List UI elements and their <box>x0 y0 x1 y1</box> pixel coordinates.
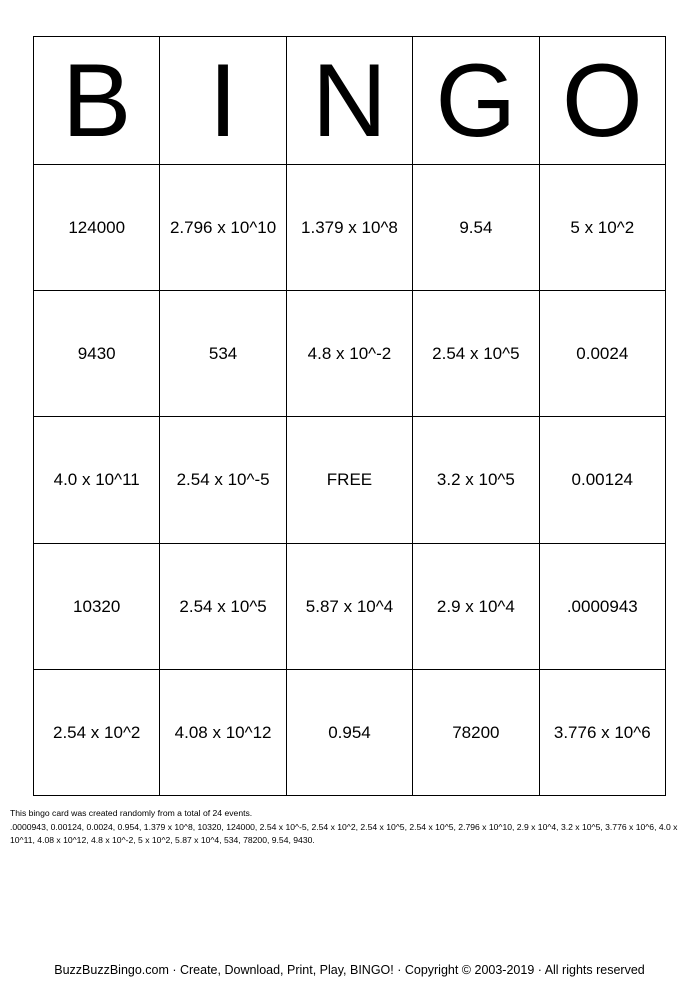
bingo-cell: 2.796 x 10^10 <box>160 165 286 291</box>
bingo-card <box>33 36 666 796</box>
bingo-row <box>34 165 666 291</box>
header-letter-o: O <box>539 37 665 165</box>
bingo-cell: 2.54 x 10^5 <box>413 291 539 417</box>
bingo-cell: 4.8 x 10^-2 <box>286 291 412 417</box>
bingo-cell: 0.954 <box>286 669 412 795</box>
bingo-cell: 5.87 x 10^4 <box>286 543 412 669</box>
bingo-cell: 534 <box>160 291 286 417</box>
bingo-header-row <box>34 37 666 165</box>
bingo-cell: 0.00124 <box>539 417 665 543</box>
bingo-cell: 5 x 10^2 <box>539 165 665 291</box>
bingo-row <box>34 291 666 417</box>
bingo-cell: 3.2 x 10^5 <box>413 417 539 543</box>
header-letter-b: B <box>34 37 160 165</box>
bingo-cell: 0.0024 <box>539 291 665 417</box>
bingo-cell: 2.54 x 10^-5 <box>160 417 286 543</box>
bingo-cell: 4.08 x 10^12 <box>160 669 286 795</box>
header-letter-i: I <box>160 37 286 165</box>
note-summary: This bingo card was created randomly from a total of 24 events. <box>10 808 253 818</box>
bingo-row <box>34 543 666 669</box>
bingo-row <box>34 417 666 543</box>
bingo-cell: 2.54 x 10^5 <box>160 543 286 669</box>
free-space: FREE <box>286 417 412 543</box>
bingo-cell: 10320 <box>34 543 160 669</box>
bingo-cell: 2.54 x 10^2 <box>34 669 160 795</box>
bingo-cell: 9430 <box>34 291 160 417</box>
header-letter-n: N <box>286 37 412 165</box>
footer-copyright: BuzzBuzzBingo.com · Create, Download, Print, Play, BINGO! · Copyright © 2003-2019 · All rights reserved <box>54 963 645 977</box>
header-letter-g: G <box>413 37 539 165</box>
card-note <box>10 807 690 848</box>
bingo-cell: 124000 <box>34 165 160 291</box>
bingo-cell: 3.776 x 10^6 <box>539 669 665 795</box>
bingo-cell: .0000943 <box>539 543 665 669</box>
note-event-list: .0000943, 0.00124, 0.0024, 0.954, 1.379 x 10^8, 10320, 124000, 2.54 x 10^-5, 2.54 x 10^2, 2.54 x 10^5, 2.54 x 10^5, 2.796 x 10^10, 2.9 x 10^4, 3.2 x 10^5, 3.776 x 10^6, 4.0 x 10^11, 4.08 x 10^12, 4.8 x 10^-2, 5 x 10^2, 5.87 x 10^4, 534, 78200, 9.54, 9430. <box>10 821 678 845</box>
bingo-cell: 78200 <box>413 669 539 795</box>
bingo-cell: 1.379 x 10^8 <box>286 165 412 291</box>
bingo-row <box>34 669 666 795</box>
bingo-cell: 4.0 x 10^11 <box>34 417 160 543</box>
bingo-cell: 2.9 x 10^4 <box>413 543 539 669</box>
bingo-cell: 9.54 <box>413 165 539 291</box>
